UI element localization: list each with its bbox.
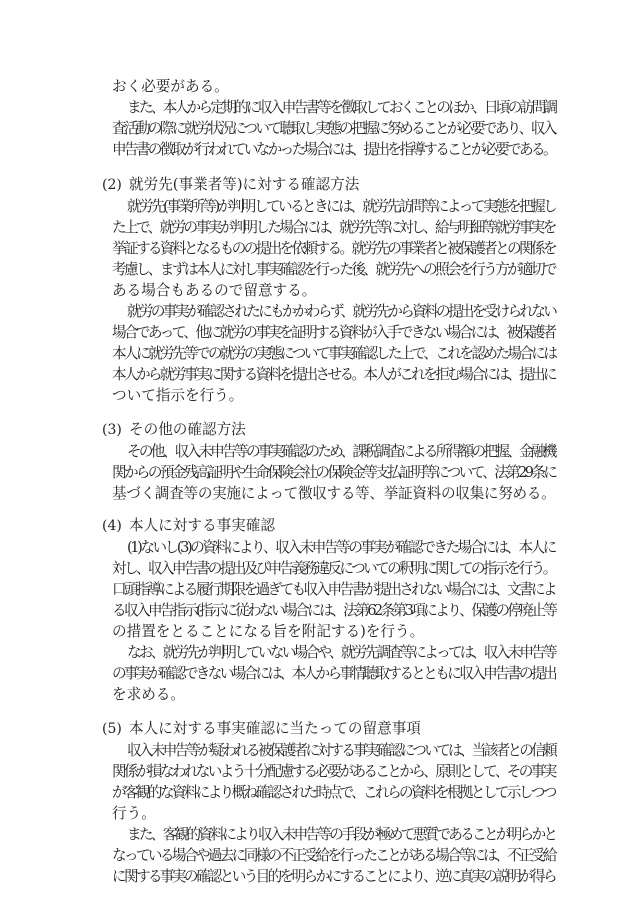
paragraph-line: 考慮し、まずは本人に対し事実確認を行った後、就労先への照会を行う方が適切で [112, 261, 555, 278]
paragraph-line: の措置をとることになる旨を附記する)を行う。 [112, 623, 425, 640]
paragraph-line: 基づく調査等の実施によって徴収する等、挙証資料の収集に努める。 [112, 485, 556, 502]
paragraph-line: 収入未申告等が疑われる被保護者に対する事実確認については、当該者との信頼 [127, 742, 556, 759]
paragraph-line: 本人に就労先等での就労の実態について事実確認した上で、これを認めた場合には [112, 345, 556, 362]
paragraph-line: また、客観的資料により収入未申告等の手段が極めて悪質であることが明らかと [127, 826, 556, 843]
paragraph-line: 場合であって、他に就労の事実を証明する資料が入手できない場合には、被保護者 [112, 324, 555, 341]
paragraph-line: なお、就労先が判明していない場合や、就労先調査等によっては、収入未申告等 [127, 644, 556, 661]
section-number: (4) [102, 518, 122, 534]
section-heading: 就労先(事業者等)に対する確認方法 [129, 176, 360, 193]
paragraph-line: 就労先(事業所等)が判明しているときには、就労先訪問等によって実態を把握し [127, 198, 556, 215]
paragraph-line: また、本人から定期的に収入申告書等を徴取しておくことのほか、日頃の訪問調 [127, 99, 556, 116]
section-heading: 本人に対する事実確認 [129, 517, 275, 534]
paragraph-line: なっている場合や過去に同様の不正受給を行ったことがある場合等には、不正受給 [112, 847, 555, 864]
paragraph-line: 本人から就労事実に関する資料を提出させる。本人がこれを拒む場合には、提出に [112, 366, 555, 383]
paragraph-line: 申告書の徴取が行われていなかった場合には、提出を指導することが必要である。 [112, 141, 555, 158]
paragraph-line: る収入申告指示(指示に従わない場合には、法第62条第3項により、保護の停廃止等 [112, 602, 556, 619]
paragraph-line: 口頭指導による履行期限を過ぎても収入申告書が提出されない場合には、文書によ [112, 581, 555, 598]
paragraph-line: に関する事実の確認という目的を明らかにすることにより、逆に真実の説明が得ら [112, 868, 555, 885]
paragraph-line: 査活動の際に就労状況について聴取し実態の把握に努めることが必要であり、収入 [112, 120, 555, 137]
paragraph-line: 関係が損なわれないよう十分配慮する必要があることから、原則として、その事実 [112, 763, 555, 780]
section-number: (5) [102, 721, 122, 737]
paragraph-line: の事実が確認できない場合には、本人から事情聴取するとともに収入申告書の提出 [112, 665, 555, 682]
paragraph-line: 挙証する資料となるものの提出を依頼する。就労先の事業者と被保護者との関係を [112, 240, 555, 257]
section-heading: 本人に対する事実確認に当たっての留意事項 [129, 720, 421, 737]
paragraph-line: た上で、就労の事実が判明した場合には、就労先等に対し、給与明細等就労事実を [112, 219, 555, 236]
paragraph-line: ついて指示を行う。 [112, 387, 244, 404]
section-heading: その他の確認方法 [129, 421, 246, 438]
section-number: (2) [102, 177, 122, 193]
paragraph-line: 行う。 [112, 805, 156, 822]
section-number: (3) [102, 422, 122, 438]
paragraph-line: その他、収入未申告等の事実確認のため、課税調査による所得額の把握、金融機 [127, 443, 555, 460]
paragraph-line: ある場合もあるので留意する。 [112, 282, 317, 299]
paragraph-line: を求める。 [112, 686, 185, 703]
paragraph-line: おく必要がある。 [112, 78, 229, 95]
paragraph-line: 就労の事実が確認されたにもかかわらず、就労先から資料の提出を受けられない [127, 303, 556, 320]
paragraph-line: 対し、収入申告書の提出及び申告義務違反についての釈明に関しての指示を行う。 [112, 560, 555, 577]
paragraph-line: が客観的な資料により概ね確認された時点で、これらの資料を根拠として示しつつ [112, 784, 555, 801]
paragraph-line: 関からの預金残高証明や生命保険会社の保険金等支払証明等について、法第29条に [112, 464, 556, 481]
paragraph-line: (1)ないし(3)の資料により、収入未申告等の事実が確認できた場合には、本人に [127, 539, 555, 556]
